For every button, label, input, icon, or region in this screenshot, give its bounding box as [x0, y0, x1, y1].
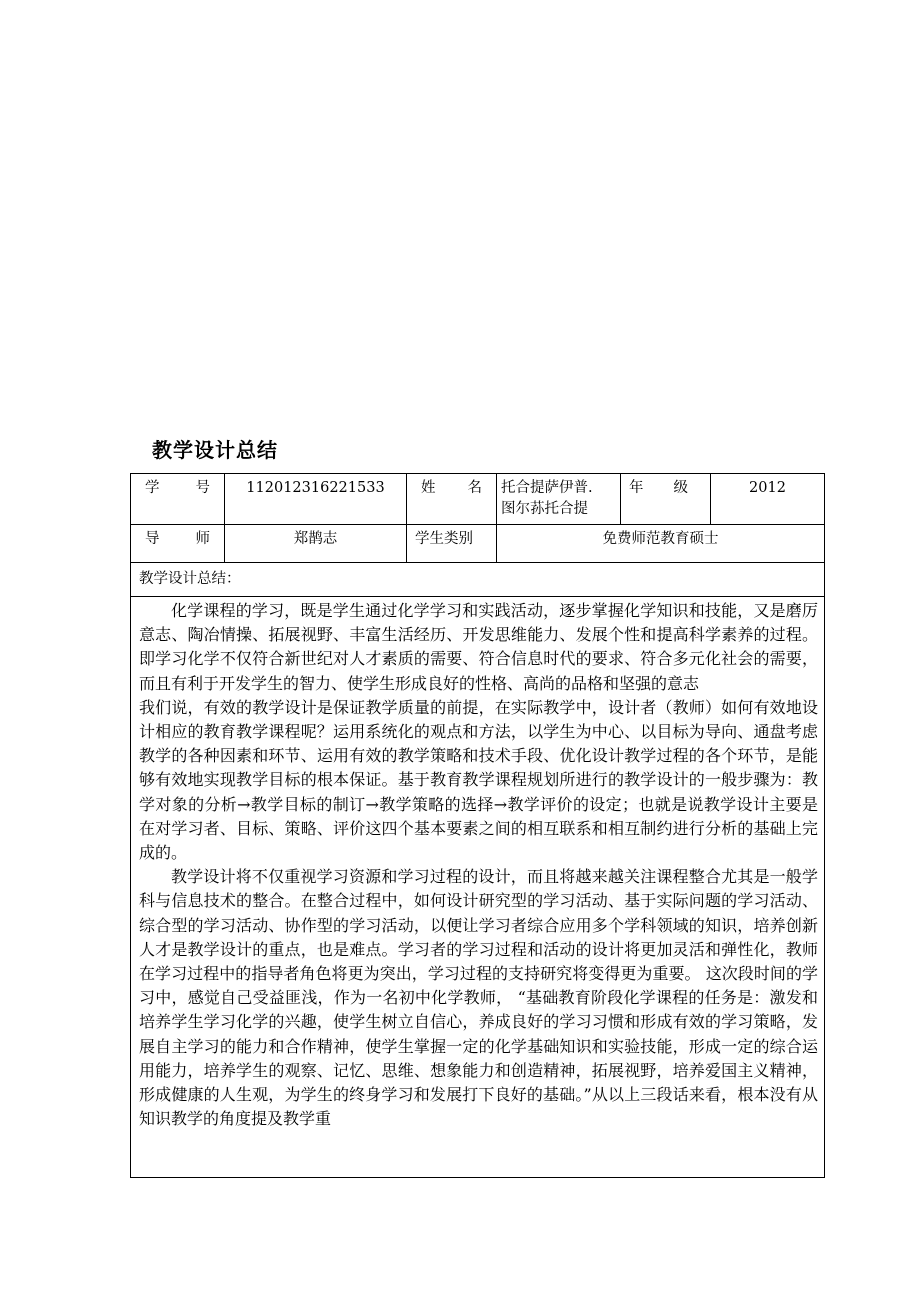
name-value-cell: [497, 474, 621, 525]
summary-paragraph: 化学课程的学习，既是学生通过化学学习和实践活动，逐步掌握化学知识和技能，又是磨厉意志、陶冶情操、拓展视野、丰富生活经历、开发思维能力、发展个性和提高科学素养的过程。即学习化学不仅符合新世纪对人才素质的需要、符合信息时代的要求、符合多元化社会的需要，而且有利于开发学生的智力、使学生形成良好的性格、高尚的品格和坚强的意志: [139, 601, 818, 693]
table-row: [131, 474, 825, 525]
student-id-label-cell: [131, 474, 225, 525]
advisor-label-char: 师: [195, 531, 210, 547]
table-row: [131, 563, 825, 597]
student-info-table: [130, 473, 825, 1178]
name-label-cell: [407, 474, 497, 525]
summary-paragraph: 教学设计将不仅重视学习资源和学习过程的设计，而且将越来越关注课程整合尤其是一般学科与信息技术的整合。在整合过程中，如何设计研究型的学习活动、基于实际问题的学习活动、综合型的学习活动、协作型的学习活动，以便让学习者综合应用多个学科领域的知识，培养创新人才是教学设计的重点，也是难点。学习者的学习过程和活动的设计将更加灵活和弹性化，教师在学习过程中的指导者角色将更为突出，学习过程的支持研究将变得更为重要。 这次段时间的学习中，感觉自己受益匪浅，作为一名初中化学教师， “基础教育阶段化学课程的任务是：激发和培养学生学习化学的兴趣，使学生树立自信心，养成良好的学习习惯和形成有效的学习策略，发展自主学习的能力和合作精神，使学生掌握一定的化学基础知识和实验技能，形成一定的综合运用能力，培养学生的观察、记忆、思维、想象能力和创造精神，拓展视野，培养爱国主义精神，形成健康的人生观，为学生的终身学习和发展打下良好的基础。”从以上三段话来看，根本没有从知识教学的角度提及教学重: [139, 867, 818, 1129]
advisor-label-char: 导: [145, 531, 160, 547]
summary-body-cell: [131, 597, 825, 1178]
grade-label-char: 年: [629, 480, 644, 496]
student-id-label-char: 学: [145, 480, 160, 496]
name-label-char: 名: [467, 480, 482, 496]
name-value-line: 图尔荪托合提: [501, 501, 588, 517]
grade-label-char: 级: [673, 480, 688, 496]
summary-label: 教学设计总结：: [131, 563, 825, 597]
table-row: [131, 597, 825, 1178]
student-id-value: 112012316221533: [225, 474, 407, 525]
name-value-line: 托合提萨伊普.: [501, 480, 593, 496]
summary-body: [139, 599, 818, 1131]
grade-label-cell: [621, 474, 711, 525]
name-label-char: 姓: [421, 480, 436, 496]
category-value: 免费师范教育硕士: [497, 525, 825, 563]
student-id-label-char: 号: [195, 480, 210, 496]
advisor-label-cell: [131, 525, 225, 563]
summary-paragraph: 我们说，有效的教学设计是保证教学质量的前提，在实际教学中，设计者（教师）如何有效地设计相应的教育教学课程呢？运用系统化的观点和方法，以学生为中心、以目标为导向、通盘考虑教学的各种因素和环节、运用有效的教学策略和技术手段、优化设计教学过程的各个环节，是能够有效地实现教学目标的根本保证。基于教育教学课程规划所进行的教学设计的一般步骤为：教学对象的分析→教学目标的制订→教学策略的选择→教学评价的设定；也就是说教学设计主要是在对学习者、目标、策略、评价这四个基本要素之间的相互联系和相互制约进行分析的基础上完成的。: [139, 697, 818, 863]
document-title: 教学设计总结: [152, 438, 278, 462]
grade-value: 2012: [711, 474, 825, 525]
advisor-value: 郑鹊志: [225, 525, 407, 563]
category-label: 学生类别: [407, 525, 497, 563]
table-row: [131, 525, 825, 563]
